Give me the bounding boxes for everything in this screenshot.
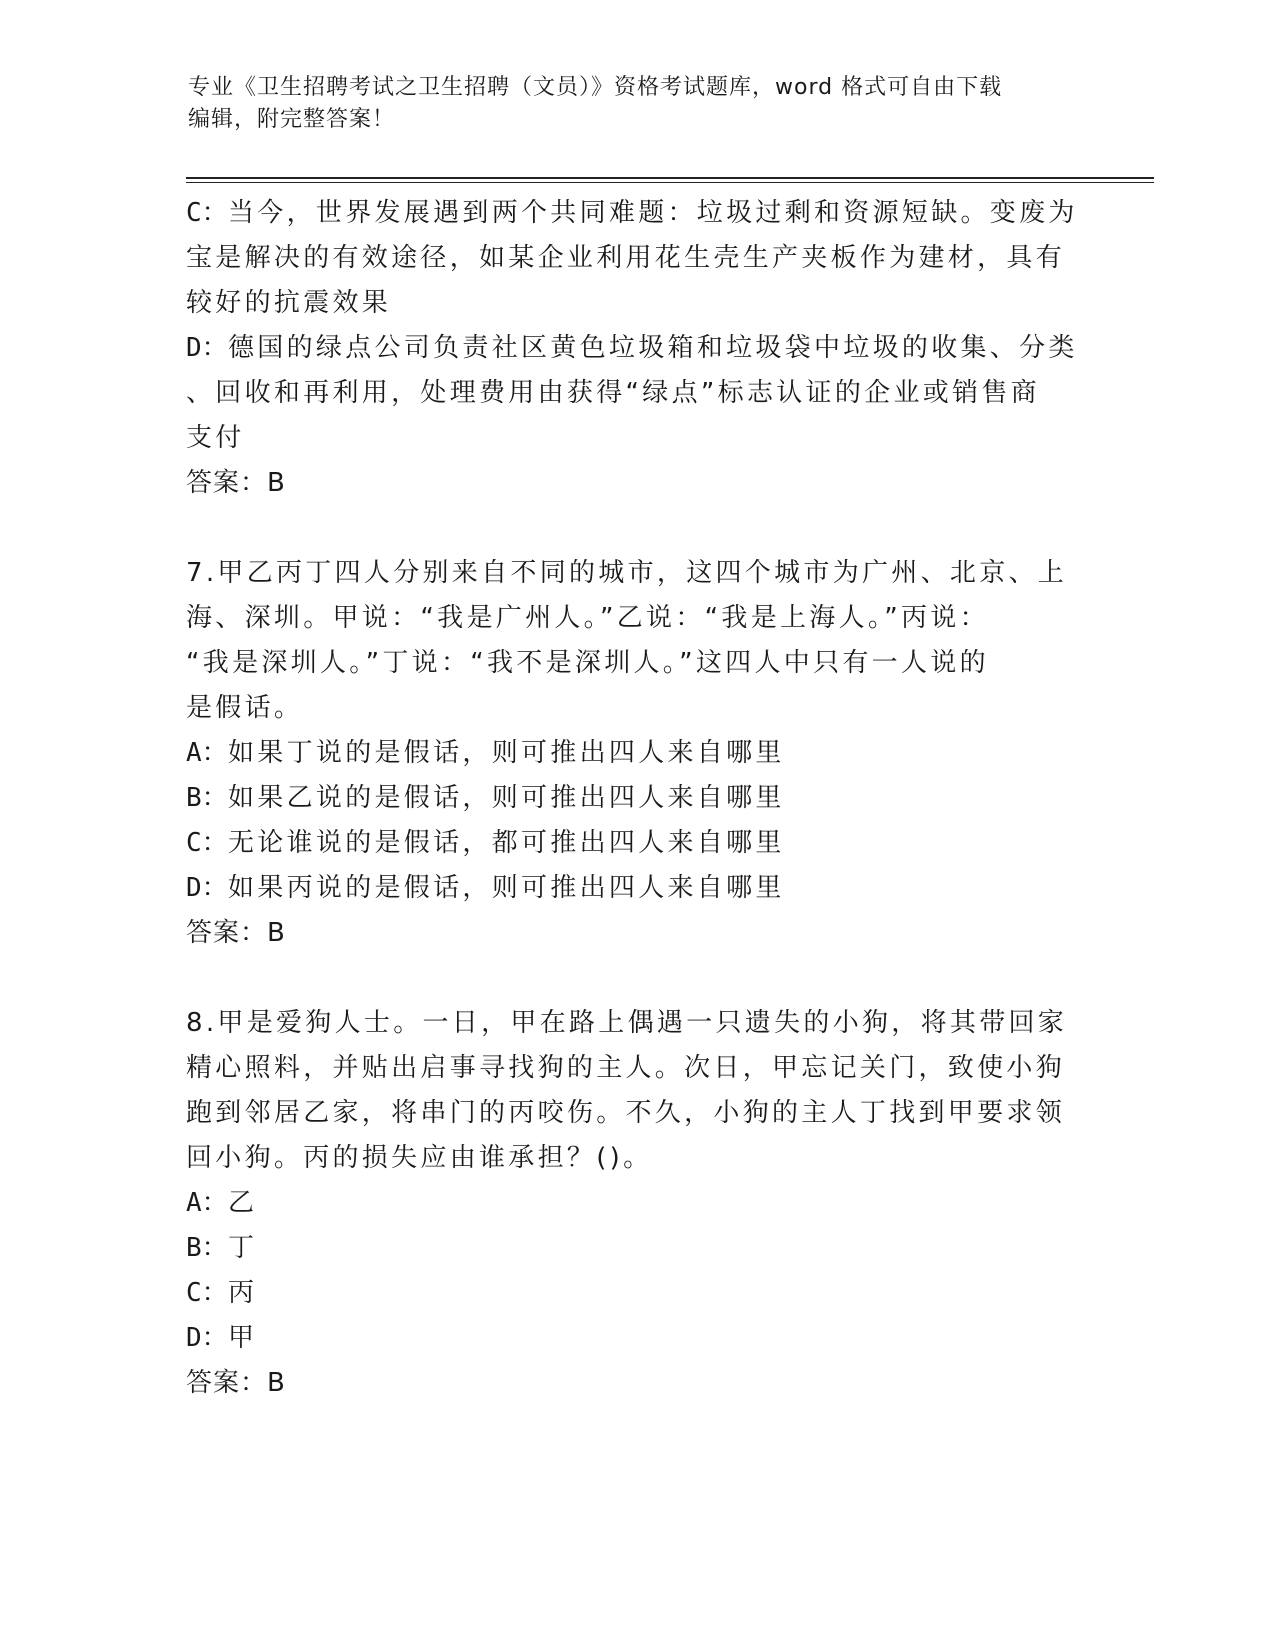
question-7 bbox=[186, 551, 1086, 956]
option-line: 支付 bbox=[186, 423, 245, 453]
question-stem-line: 精心照料，并贴出启事寻找狗的主人。次日，甲忘记关门，致使小狗 bbox=[186, 1053, 1066, 1083]
answer-line: 答案：B bbox=[186, 918, 286, 948]
option-label: B： bbox=[186, 783, 228, 813]
question-stem-line: 8.甲是爱狗人士。一日，甲在路上偶遇一只遗失的小狗，将其带回家 bbox=[186, 1008, 1068, 1038]
document-body bbox=[186, 191, 1086, 1406]
option-text: 如果丁说的是假话，则可推出四人来自哪里 bbox=[228, 738, 785, 768]
option-line: 较好的抗震效果 bbox=[186, 288, 392, 318]
spacer bbox=[186, 956, 1086, 1001]
option-text: 如果乙说的是假话，则可推出四人来自哪里 bbox=[228, 783, 785, 813]
option-text: 乙 bbox=[228, 1188, 258, 1218]
question-stem-line: 跑到邻居乙家，将串门的丙咬伤。不久，小狗的主人丁找到甲要求领 bbox=[186, 1098, 1066, 1128]
header-divider-thin bbox=[186, 182, 1154, 183]
option-text: 丁 bbox=[228, 1233, 258, 1263]
option-d bbox=[186, 866, 1086, 911]
option-label: B： bbox=[186, 1233, 228, 1263]
option-label: D： bbox=[186, 873, 228, 903]
question-8 bbox=[186, 1001, 1086, 1406]
option-label: C： bbox=[186, 828, 228, 858]
option-a bbox=[186, 1181, 1086, 1226]
option-b bbox=[186, 776, 1086, 821]
option-line: 、回收和再利用，处理费用由获得“绿点”标志认证的企业或销售商 bbox=[186, 378, 1040, 408]
option-label: D： bbox=[186, 333, 228, 363]
option-text: 甲 bbox=[228, 1323, 258, 1353]
spacer bbox=[186, 506, 1086, 551]
option-line bbox=[186, 326, 1086, 371]
option-label: C： bbox=[186, 198, 228, 228]
question-stem-line: “我是深圳人。”丁说：“我不是深圳人。”这四人中只有一人说的 bbox=[186, 648, 989, 678]
option-c bbox=[186, 821, 1086, 866]
answer-line: 答案：B bbox=[186, 468, 286, 498]
option-text: 无论谁说的是假话，都可推出四人来自哪里 bbox=[228, 828, 785, 858]
question-stem-line: 是假话。 bbox=[186, 693, 304, 723]
option-c bbox=[186, 191, 1086, 326]
answer-line: 答案：B bbox=[186, 1368, 286, 1398]
option-line: 宝是解决的有效途径，如某企业利用花生壳生产夹板作为建材，具有 bbox=[186, 243, 1066, 273]
option-b bbox=[186, 1226, 1086, 1271]
question-stem-line: 7.甲乙丙丁四人分别来自不同的城市，这四个城市为广州、北京、上 bbox=[186, 558, 1068, 588]
option-label: C： bbox=[186, 1278, 228, 1308]
option-text: 德国的绿点公司负责社区黄色垃圾箱和垃圾袋中垃圾的收集、分类 bbox=[228, 333, 1078, 363]
option-c bbox=[186, 1271, 1086, 1316]
header-divider-thick bbox=[186, 177, 1154, 179]
header-line-1: 专业《卫生招聘考试之卫生招聘（文员）》资格考试题库，word 格式可自由下载 bbox=[188, 75, 1003, 100]
option-line bbox=[186, 191, 1086, 236]
question-stem-line: 海、深圳。甲说：“我是广州人。”乙说：“我是上海人。”丙说： bbox=[186, 603, 989, 633]
option-text: 如果丙说的是假话，则可推出四人来自哪里 bbox=[228, 873, 785, 903]
prev-question bbox=[186, 191, 1086, 506]
option-label: A： bbox=[186, 1188, 228, 1218]
option-label: D： bbox=[186, 1323, 228, 1353]
option-label: A： bbox=[186, 738, 228, 768]
option-a bbox=[186, 731, 1086, 776]
header-line-2: 编辑，附完整答案！ bbox=[188, 107, 396, 132]
option-text: 当今，世界发展遇到两个共同难题：垃圾过剩和资源短缺。变废为 bbox=[228, 198, 1078, 228]
option-d bbox=[186, 326, 1086, 461]
option-text: 丙 bbox=[228, 1278, 258, 1308]
option-d bbox=[186, 1316, 1086, 1361]
page-header bbox=[188, 72, 1068, 136]
question-stem-line: 回小狗。丙的损失应由谁承担？()。 bbox=[186, 1143, 653, 1173]
